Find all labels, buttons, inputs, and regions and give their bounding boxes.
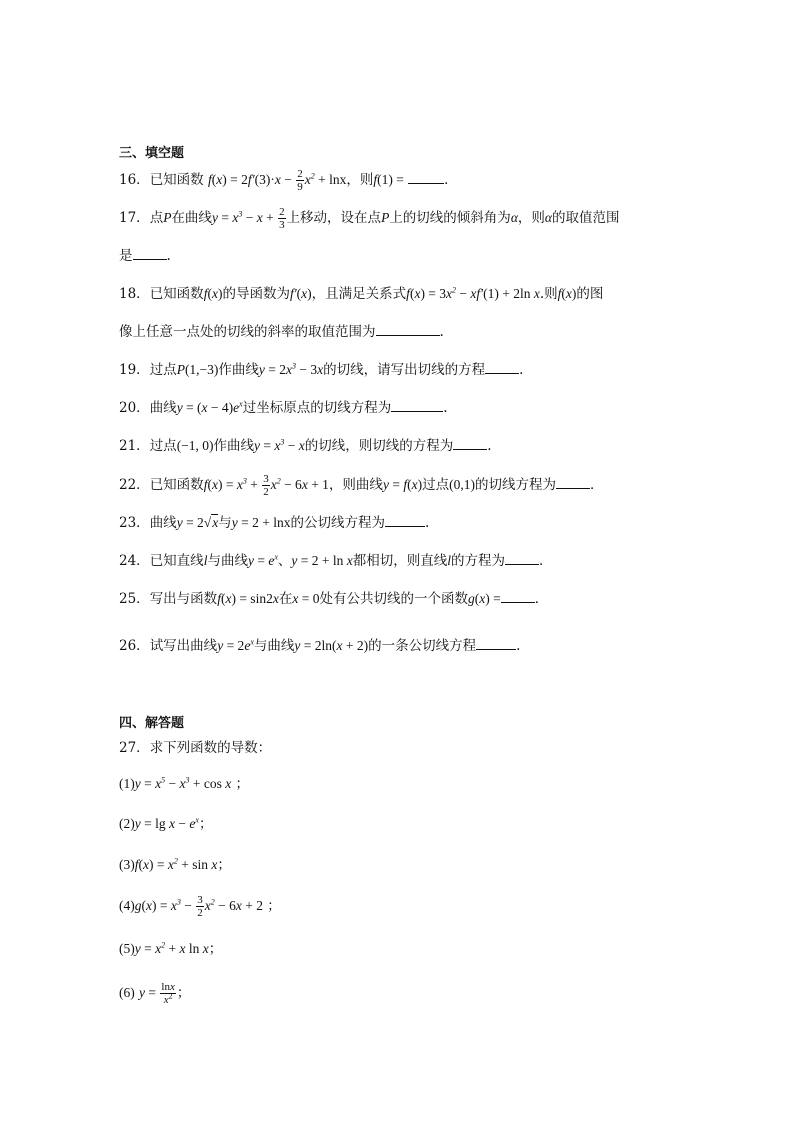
question-text: 曲线 <box>149 400 177 416</box>
question-26 <box>119 628 694 664</box>
punctuation: . <box>487 438 492 454</box>
section-fill-in-title: 三、填空题 <box>119 146 185 161</box>
punctuation: . <box>443 400 448 416</box>
math-expression: $y = e^x$ <box>247 552 278 568</box>
question-24: 24．已知直线l与曲线$y = e^x$、y = 2 + ln x都相切，则直线l的方程为 ． <box>119 543 694 579</box>
answer-blank[interactable] <box>408 169 444 184</box>
punctuation: . <box>424 515 430 531</box>
question-number: 24． <box>119 553 150 569</box>
question-text: 作曲线 <box>218 362 259 378</box>
question-text: ，且满足关系式 <box>311 286 407 302</box>
question-25: 25．写出与函数f(x) = sin2x在x = 0处有公共切线的一个函数g(x) = ． <box>119 581 694 617</box>
question-text: 过点 <box>149 362 177 378</box>
sub-question-6 <box>119 975 694 1011</box>
question-text: 是 <box>119 248 133 264</box>
question-text: ，则 <box>346 172 374 188</box>
question-text: 曲线 <box>149 515 177 531</box>
sub-question-5 <box>119 931 694 967</box>
punctuation: ； <box>262 898 281 914</box>
question-21: 21．过点(−1, 0)作曲线$y = x^3 - x$的切线，则切线的方程为 . <box>119 428 694 464</box>
punctuation: ； <box>176 985 191 1001</box>
answer-blank[interactable] <box>505 550 539 565</box>
punctuation: ； <box>208 941 223 957</box>
question-text: .则 <box>539 286 558 302</box>
punctuation: ； <box>217 857 231 873</box>
question-18-line-2 <box>119 314 694 350</box>
math-expression: $f(x) = 3x^2 - xf'(1) + 2\ln$ x <box>406 285 540 301</box>
math-expression: f(x) = sin2x <box>217 591 279 606</box>
question-number: 22． <box>119 477 150 493</box>
sub-question-number: (4) <box>119 898 135 913</box>
math-expression: $y = x^2 + x$ ln x <box>134 940 209 956</box>
question-text: 、 <box>277 553 292 569</box>
sub-question-2 <box>119 806 694 842</box>
question-text: 的切线，则切线的方程为 <box>304 438 454 454</box>
math-expression: $y = x^5 - x^3 + \cos x$ <box>134 775 232 791</box>
math-expression: $y = \lg x - e^x$ <box>134 815 199 831</box>
question-text: 的导函数为 <box>222 286 290 302</box>
punctuation: ． <box>539 553 553 569</box>
answer-blank[interactable] <box>453 435 487 450</box>
question-19: 19．过点P(1,−3)作曲线$y = 2x^3 - 3x$的切线，请写出切线的方程 . <box>119 352 694 388</box>
question-text: 在曲线 <box>171 210 212 226</box>
sub-question-4 <box>119 888 694 924</box>
question-16 <box>119 162 694 198</box>
question-text: ，则曲线 <box>328 477 383 493</box>
question-text: 与曲线 <box>207 553 248 569</box>
question-text: 过坐标原点的切线方程为 <box>242 400 392 416</box>
question-text: 点 <box>149 210 164 226</box>
math-expression: y = $\frac{\ln x}{x^2}$ <box>139 981 175 1007</box>
question-text: 试写出曲线 <box>149 638 218 654</box>
question-number: 21． <box>119 438 150 454</box>
question-text: 上的切线的倾斜角为 <box>389 210 511 226</box>
question-text: 的图 <box>576 286 604 302</box>
question-number: 27． <box>119 740 150 756</box>
question-text: 处有公共切线的一个函数 <box>319 591 468 607</box>
question-text: 写出与函数 <box>149 591 218 607</box>
question-text: 的方程为 <box>451 553 506 569</box>
punctuation: . <box>439 324 444 340</box>
question-number: 20． <box>119 400 150 416</box>
math-expression: $y = (x - 4)e^x$ <box>176 399 243 415</box>
question-text: 求下列函数的导数： <box>149 740 272 756</box>
math-expression: $f(x) = x^2 + \sin x$ <box>134 856 218 872</box>
sub-question-number: (5) <box>119 941 135 956</box>
question-27 <box>119 730 694 766</box>
sub-question-1 <box>119 766 694 802</box>
math-expression: y = 2 + lnx <box>231 515 291 530</box>
punctuation: . <box>166 248 171 264</box>
question-text: 作曲线 <box>213 438 255 454</box>
question-text: 过点 <box>149 438 177 454</box>
question-text: 的切线，请写出切线的方程 <box>323 362 486 378</box>
answer-blank[interactable] <box>385 512 425 527</box>
answer-blank[interactable] <box>476 635 516 650</box>
sub-question-3 <box>119 847 694 883</box>
math-expression: $y = 2e^x$ <box>217 637 254 653</box>
question-text: 与曲线 <box>253 638 295 654</box>
math-expression: y = 2 + ln x <box>291 553 353 568</box>
punctuation: . <box>516 638 521 654</box>
question-text: 的一条公切线方程 <box>368 638 477 654</box>
answer-blank[interactable] <box>391 397 443 412</box>
question-number: 26． <box>119 638 150 654</box>
question-text: 已知直线 <box>149 553 204 569</box>
math-expression: y = 2ln(x + 2) <box>294 638 369 653</box>
math-expression: $y = 2x^3 - 3x$ <box>258 361 324 377</box>
answer-blank[interactable] <box>133 245 167 260</box>
question-23 <box>119 505 694 541</box>
question-number: 17． <box>119 210 150 226</box>
question-17: 17．点P在曲线$y = x^3 - x$ + $\frac{2}{3}$ 上移动，设在点P上的切线的倾斜角为α，则α的取值范围 <box>119 206 620 232</box>
question-text: 像上任意一点处的切线的斜率的取值范围为 <box>119 324 376 340</box>
math-expression: f(1) = <box>373 172 404 187</box>
answer-blank[interactable] <box>501 588 535 603</box>
question-number: 18． <box>119 286 150 302</box>
punctuation: . <box>519 362 524 378</box>
question-text: ，则 <box>517 210 545 226</box>
question-text: 已知函数 <box>149 286 204 302</box>
sub-question-number: (2) <box>119 816 135 831</box>
question-text: 的公切线方程为 <box>290 515 385 531</box>
answer-blank[interactable] <box>485 359 519 374</box>
math-expression: f(x) = 2f′(3)·x − $\frac{2}{9}$ $x^2 + \ln x$ <box>207 168 347 194</box>
sub-question-number: (1) <box>119 776 135 791</box>
punctuation: ． <box>444 172 458 188</box>
math-expression: $y = x^3 - x$ + $\frac{2}{3}$ <box>211 206 285 232</box>
punctuation: ． <box>534 591 549 607</box>
answer-blank[interactable] <box>556 474 590 489</box>
question-text: 的取值范围 <box>552 210 620 226</box>
math-expression: $f(x) = x^3$ + $\frac{3}{2}$ $x^2 - 6x + 1$ <box>203 473 329 499</box>
question-number: 25． <box>119 591 150 607</box>
punctuation: ； <box>231 776 250 792</box>
question-number: 23． <box>119 515 150 531</box>
section-answer-title: 四、解答题 <box>119 716 185 731</box>
question-text: 与 <box>218 515 232 531</box>
question-text: 在 <box>278 591 293 607</box>
question-number: 19． <box>119 362 150 378</box>
punctuation: ． <box>589 477 604 493</box>
sub-question-number: (6) <box>119 985 135 1000</box>
question-22: 22．已知函数$f(x) = x^3$ + $\frac{3}{2}$ $x^2 - 6x + 1$，则曲线y = f(x)过点(0,1)的切线方程为 ． <box>119 473 604 499</box>
math-expression: $y = x^3 - x$ <box>254 437 305 453</box>
answer-blank[interactable] <box>376 321 440 336</box>
question-18: 18．已知函数f(x)的导函数为f′(x)，且满足关系式$f(x) = 3x^2 - xf'(1) + 2\ln$ x.则f(x)的图 <box>119 285 604 302</box>
math-expression: y = 2√x <box>176 515 219 530</box>
question-text: 已知函数 <box>149 477 204 493</box>
punctuation: ； <box>198 816 213 832</box>
question-number: 16． <box>119 172 150 188</box>
math-expression: $g(x) = x^3$ − $\frac{3}{2}$ $x^2 - 6x + 2$ <box>134 894 263 920</box>
question-text: 上移动，设在点 <box>286 210 382 226</box>
question-17-line-2 <box>119 238 694 274</box>
question-text: 都相切，则直线 <box>352 553 448 569</box>
sub-question-number: (3) <box>119 857 135 872</box>
question-20 <box>119 390 694 426</box>
question-text: 过点 <box>422 477 450 493</box>
question-text: 已知函数 <box>149 172 204 188</box>
question-text: 的切线方程为 <box>474 477 556 493</box>
